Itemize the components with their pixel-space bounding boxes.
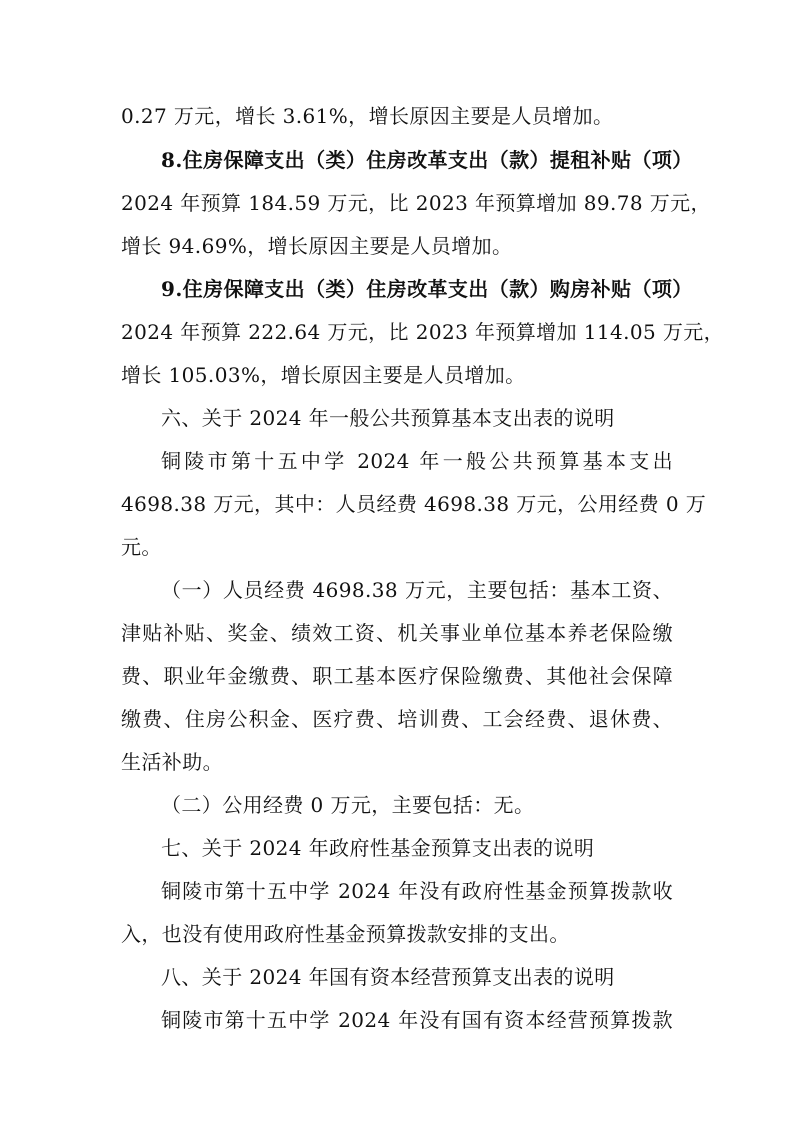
paragraph-line: 4698.38 万元，其中：人员经费 4698.38 万元，公用经费 0 万: [121, 492, 707, 516]
paragraph-line: 生活补助。: [121, 750, 223, 774]
item-heading-9: 9.住房保障支出（类）住房改革支出（款）购房补贴（项）: [161, 277, 693, 301]
paragraph-line: 2024 年预算 184.59 万元，比 2023 年预算增加 89.78 万元，: [121, 191, 711, 215]
paragraph-line: 增长 94.69%，增长原因主要是人员增加。: [121, 234, 513, 258]
paragraph-line: 增长 105.03%，增长原因主要是人员增加。: [121, 363, 526, 387]
paragraph-line: 费、职业年金缴费、职工基本医疗保险缴费、其他社会保障: [121, 664, 673, 688]
subsection-line: （二）公用经费 0 万元，主要包括：无。: [161, 793, 535, 817]
section-heading-6: 六、关于 2024 年一般公共预算基本支出表的说明: [161, 406, 615, 430]
subsection-line: （一）人员经费 4698.38 万元，主要包括：基本工资、: [161, 578, 673, 602]
section-heading-8: 八、关于 2024 年国有资本经营预算支出表的说明: [161, 965, 615, 989]
paragraph-line: 入，也没有使用政府性基金预算拨款安排的支出。: [121, 922, 570, 946]
paragraph-line: 铜陵市第十五中学 2024 年没有国有资本经营预算拨款: [161, 1008, 673, 1032]
paragraph-line: 津贴补贴、奖金、绩效工资、机关事业单位基本养老保险缴: [121, 621, 673, 645]
paragraph-line: 2024 年预算 222.64 万元，比 2023 年预算增加 114.05 万元，: [121, 320, 725, 344]
section-heading-7: 七、关于 2024 年政府性基金预算支出表的说明: [161, 836, 595, 860]
paragraph-line: 铜陵市第十五中学 2024 年没有政府性基金预算拨款收: [161, 879, 673, 903]
paragraph-line: 缴费、住房公积金、医疗费、培训费、工会经费、退休费、: [121, 707, 673, 731]
paragraph-line: 0.27 万元，增长 3.61%，增长原因主要是人员增加。: [121, 104, 614, 128]
paragraph-line: 元。: [121, 535, 162, 559]
item-heading-8: 8.住房保障支出（类）住房改革支出（款）提租补贴（项）: [161, 148, 693, 172]
paragraph-line: 铜陵市第十五中学 2024 年一般公共预算基本支出: [161, 449, 673, 473]
